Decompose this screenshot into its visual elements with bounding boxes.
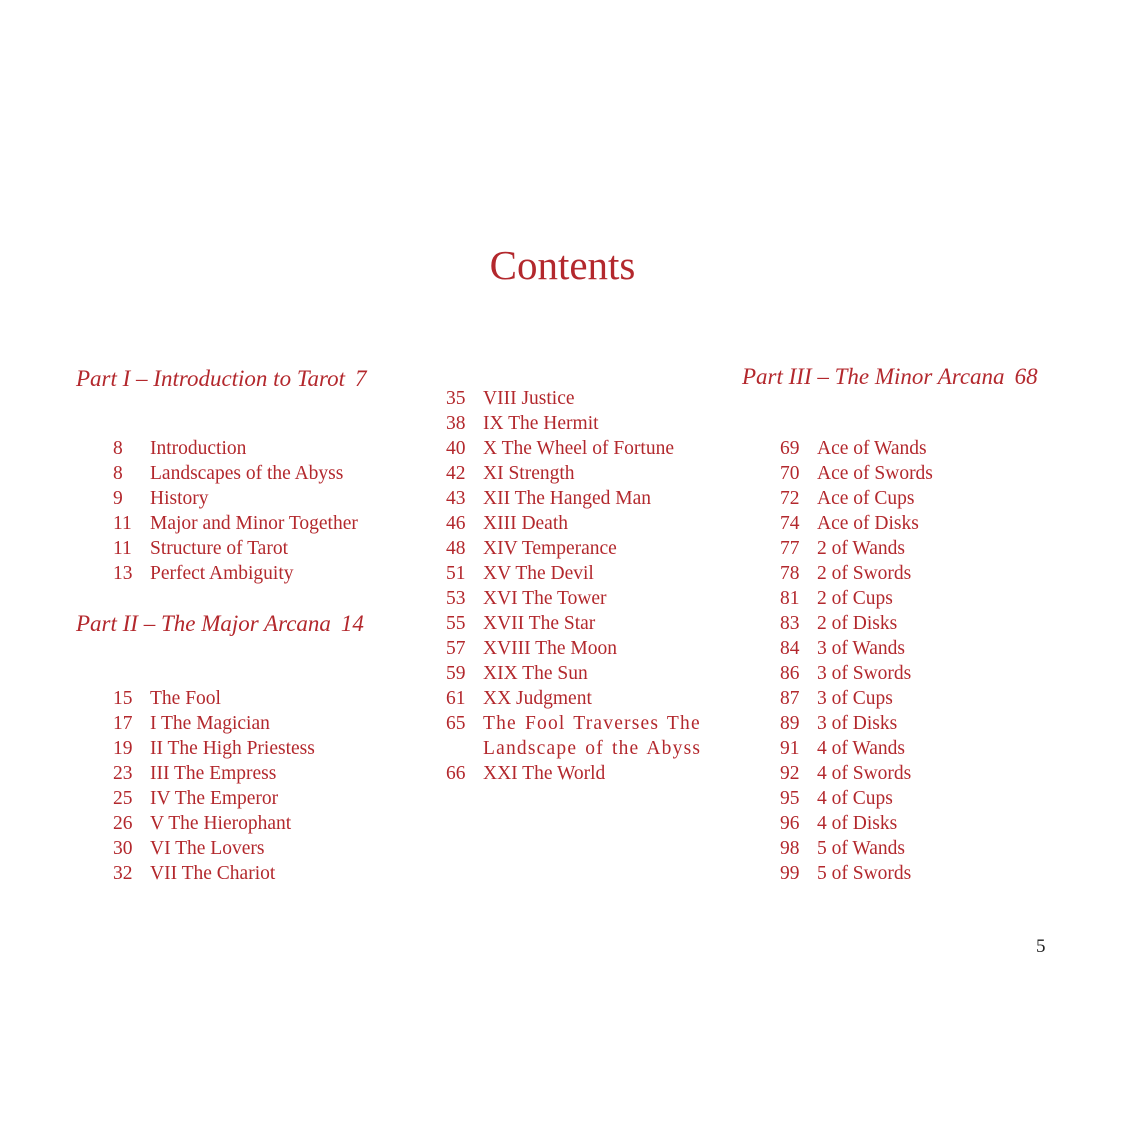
- toc-entry-title: II The High Priestess: [150, 738, 315, 759]
- page-title: Contents: [489, 242, 636, 288]
- toc-entry[interactable]: [446, 761, 719, 786]
- toc-entry-page: 8: [113, 438, 123, 459]
- toc-entry[interactable]: [113, 686, 315, 711]
- toc-entry-page: 30: [113, 838, 133, 859]
- toc-entry[interactable]: [113, 511, 358, 536]
- toc-entry-title: 5 of Swords: [817, 863, 912, 884]
- toc-entry-page: 11: [113, 513, 132, 534]
- toc-entry-page: 99: [780, 863, 800, 884]
- part-heading-page: 14: [340, 611, 364, 636]
- toc-entry[interactable]: [780, 611, 933, 636]
- toc-entry-title: I The Magician: [150, 713, 270, 734]
- toc-entry-title: XVII The Star: [483, 613, 596, 634]
- toc-entry[interactable]: [780, 711, 933, 736]
- toc-entry[interactable]: [113, 711, 315, 736]
- toc-entry[interactable]: [446, 511, 719, 536]
- toc-entry-page: 61: [446, 688, 466, 709]
- toc-entry[interactable]: [780, 836, 933, 861]
- toc-entry-page: 72: [780, 488, 800, 509]
- toc-entry[interactable]: [113, 436, 358, 461]
- toc-entry-title: 3 of Cups: [817, 688, 893, 709]
- toc-entry[interactable]: [446, 461, 719, 486]
- toc-entry-title: 3 of Wands: [817, 638, 905, 659]
- toc-entry-page: 86: [780, 663, 800, 684]
- toc-entry-title: IX The Hermit: [483, 413, 599, 434]
- toc-entry[interactable]: [780, 436, 933, 461]
- toc-entry-title: XV The Devil: [483, 563, 594, 584]
- toc-entry-page: 46: [446, 513, 466, 534]
- toc-list-part-1: [113, 436, 358, 586]
- toc-entry-page: 40: [446, 438, 466, 459]
- toc-entry[interactable]: [113, 786, 315, 811]
- toc-entry[interactable]: [780, 736, 933, 761]
- toc-entry-title: XIII Death: [483, 513, 568, 534]
- toc-entry[interactable]: [780, 461, 933, 486]
- toc-entry-title: Landscapes of the Abyss: [150, 463, 344, 484]
- toc-entry-title: 2 of Disks: [817, 613, 898, 634]
- toc-entry[interactable]: [780, 511, 933, 536]
- toc-entry-title: XIX The Sun: [483, 663, 588, 684]
- toc-entry-page: 51: [446, 563, 466, 584]
- toc-entry[interactable]: [780, 786, 933, 811]
- toc-entry-title: The Fool Traverses The Landscape of the Abyss: [483, 713, 702, 759]
- toc-entry-title: Ace of Swords: [817, 463, 933, 484]
- toc-entry-title: XVI The Tower: [483, 588, 607, 609]
- toc-entry-page: 35: [446, 388, 466, 409]
- part-heading-page: 68: [1014, 364, 1038, 389]
- toc-entry-title: Structure of Tarot: [150, 538, 288, 559]
- toc-entry[interactable]: [780, 761, 933, 786]
- toc-entry[interactable]: [113, 461, 358, 486]
- toc-entry-page: 23: [113, 763, 133, 784]
- toc-entry-page: 96: [780, 813, 800, 834]
- toc-entry[interactable]: [446, 661, 719, 686]
- toc-entry-page: 9: [113, 488, 123, 509]
- part-heading-page: 7: [355, 366, 367, 391]
- toc-entry-title: Ace of Disks: [817, 513, 919, 534]
- toc-entry-page: 55: [446, 613, 466, 634]
- part-heading-1[interactable]: [76, 364, 367, 394]
- toc-entry[interactable]: [113, 861, 315, 886]
- toc-entry-page: 83: [780, 613, 800, 634]
- toc-entry-page: 42: [446, 463, 466, 484]
- toc-entry-title: 4 of Wands: [817, 738, 905, 759]
- toc-entry-page: 69: [780, 438, 800, 459]
- toc-entry-page: 53: [446, 588, 466, 609]
- part-heading-2[interactable]: [76, 609, 364, 639]
- toc-entry-page: 95: [780, 788, 800, 809]
- toc-entry[interactable]: [446, 436, 719, 461]
- toc-entry-title: 2 of Wands: [817, 538, 905, 559]
- page-number: 5: [1036, 936, 1046, 957]
- toc-entry-title: 2 of Swords: [817, 563, 912, 584]
- toc-entry-page: 15: [113, 688, 133, 709]
- toc-entry[interactable]: [780, 811, 933, 836]
- toc-entry-title: Ace of Wands: [817, 438, 927, 459]
- toc-entry[interactable]: [113, 486, 358, 511]
- toc-entry-page: 89: [780, 713, 800, 734]
- toc-entry-page: 87: [780, 688, 800, 709]
- toc-entry[interactable]: [780, 661, 933, 686]
- toc-entry-page: 11: [113, 538, 132, 559]
- toc-entry[interactable]: [780, 686, 933, 711]
- toc-entry-page: 57: [446, 638, 466, 659]
- toc-entry-page: 81: [780, 588, 800, 609]
- toc-entry[interactable]: [780, 561, 933, 586]
- toc-entry-page: 26: [113, 813, 133, 834]
- toc-entry[interactable]: [780, 861, 933, 886]
- toc-entry-title: IV The Emperor: [150, 788, 279, 809]
- toc-entry-title: History: [150, 488, 209, 509]
- toc-entry-page: 65: [446, 713, 466, 734]
- toc-entry-page: 74: [780, 513, 800, 534]
- toc-entry-title: VI The Lovers: [150, 838, 265, 859]
- toc-entry-title: Ace of Cups: [817, 488, 915, 509]
- toc-entry-title: Major and Minor Together: [150, 513, 358, 534]
- toc-entry-title: 5 of Wands: [817, 838, 905, 859]
- toc-entry-page: 91: [780, 738, 800, 759]
- toc-entry-page: 98: [780, 838, 800, 859]
- toc-entry[interactable]: [113, 561, 358, 586]
- toc-entry[interactable]: [446, 386, 719, 411]
- toc-entry-title: 3 of Swords: [817, 663, 912, 684]
- toc-entry-page: 92: [780, 763, 800, 784]
- toc-entry-page: 17: [113, 713, 133, 734]
- part-heading-label: Part II – The Major Arcana: [76, 611, 331, 636]
- part-heading-label: Part III – The Minor Arcana: [742, 364, 1005, 389]
- toc-entry[interactable]: [780, 536, 933, 561]
- toc-entry-title: XX Judgment: [483, 688, 592, 709]
- toc-entry-title: 4 of Disks: [817, 813, 898, 834]
- toc-entry-page: 25: [113, 788, 133, 809]
- toc-entry-title: VIII Justice: [483, 388, 575, 409]
- part-heading-3[interactable]: [742, 362, 1038, 392]
- toc-entry-title: XIV Temperance: [483, 538, 617, 559]
- toc-entry-title: 3 of Disks: [817, 713, 898, 734]
- toc-entry[interactable]: [446, 561, 719, 586]
- toc-entry-page: 13: [113, 563, 133, 584]
- toc-entry-page: 43: [446, 488, 466, 509]
- toc-entry-page: 32: [113, 863, 133, 884]
- toc-entry[interactable]: [780, 636, 933, 661]
- toc-entry-title: XI Strength: [483, 463, 575, 484]
- toc-entry-page: 48: [446, 538, 466, 559]
- toc-entry[interactable]: [113, 736, 315, 761]
- toc-entry-title: VII The Chariot: [150, 863, 276, 884]
- toc-entry-title: XXI The World: [483, 763, 606, 784]
- toc-entry[interactable]: [780, 486, 933, 511]
- toc-entry-title: 2 of Cups: [817, 588, 893, 609]
- toc-entry[interactable]: [113, 836, 315, 861]
- toc-entry[interactable]: [113, 761, 315, 786]
- toc-entry[interactable]: [446, 611, 719, 636]
- toc-entry-page: 66: [446, 763, 466, 784]
- toc-entry-title: Introduction: [150, 438, 247, 459]
- toc-entry[interactable]: [446, 636, 719, 661]
- toc-entry[interactable]: [446, 411, 719, 436]
- toc-entry-page: 59: [446, 663, 466, 684]
- toc-entry-title: V The Hierophant: [150, 813, 292, 834]
- part-heading-label: Part I – Introduction to Tarot: [76, 366, 345, 391]
- toc-list-part-2: [113, 686, 315, 886]
- toc-entry[interactable]: [446, 536, 719, 561]
- toc-entry-title: III The Empress: [150, 763, 277, 784]
- toc-entry[interactable]: [780, 586, 933, 611]
- toc-entry[interactable]: [113, 811, 315, 836]
- toc-entry-page: 84: [780, 638, 800, 659]
- toc-entry-page: 70: [780, 463, 800, 484]
- toc-entry-title: The Fool: [150, 688, 221, 709]
- toc-entry-title: 4 of Swords: [817, 763, 912, 784]
- toc-entry-title: 4 of Cups: [817, 788, 893, 809]
- toc-entry[interactable]: [446, 586, 719, 611]
- toc-entry[interactable]: [113, 536, 358, 561]
- toc-list-middle: [446, 386, 719, 786]
- toc-list-part-3: [780, 436, 933, 886]
- toc-entry-title: XII The Hanged Man: [483, 488, 652, 509]
- toc-entry-page: 38: [446, 413, 466, 434]
- toc-entry-page: 77: [780, 538, 800, 559]
- toc-entry-title: Perfect Ambiguity: [150, 563, 294, 584]
- toc-entry-title: XVIII The Moon: [483, 638, 617, 659]
- toc-entry-page: 78: [780, 563, 800, 584]
- toc-entry-page: 19: [113, 738, 133, 759]
- toc-entry[interactable]: [446, 711, 719, 761]
- toc-entry[interactable]: [446, 686, 719, 711]
- toc-entry-title: X The Wheel of Fortune: [483, 438, 674, 459]
- toc-entry-page: 8: [113, 463, 123, 484]
- toc-entry[interactable]: [446, 486, 719, 511]
